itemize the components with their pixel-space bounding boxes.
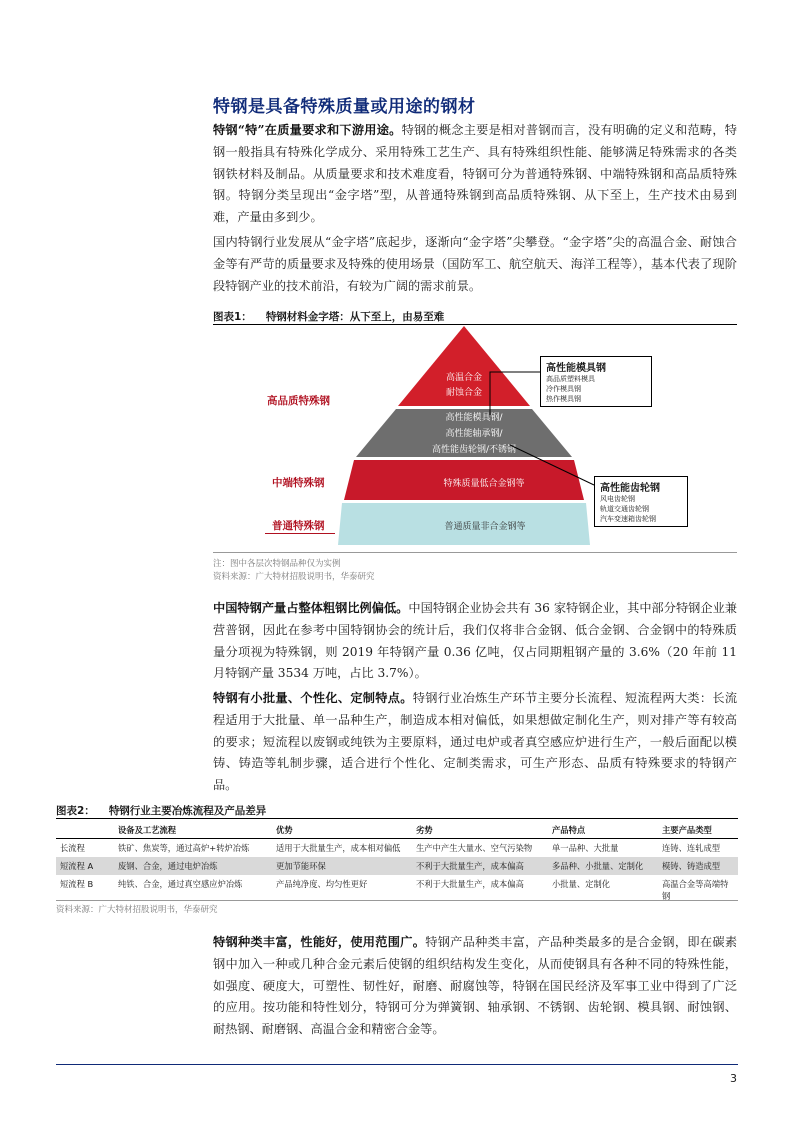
pyramid-top-text-2: 耐蚀合金	[445, 388, 482, 398]
callout-1-title: 高性能模具钢	[546, 363, 606, 374]
section-heading: 特钢是具备特殊质量或用途的钢材	[213, 97, 476, 117]
callout-2-title: 高性能齿轮钢	[600, 483, 660, 494]
paragraph-3-lead: 中国特钢产量占整体粗钢比例偏低。	[213, 601, 409, 615]
callout-1-item-2: 冷作模具钢	[546, 385, 581, 393]
table-cell: 高温合金等高端特钢	[662, 879, 729, 901]
table-header-cell: 产品特点	[548, 822, 658, 839]
table-row	[56, 857, 738, 875]
table-cell: 更加节能环保	[272, 857, 412, 875]
page-number: 3	[730, 1072, 737, 1085]
connector-line-2	[510, 445, 594, 485]
table-cell: 生产中产生大量水、空气污染物	[416, 843, 533, 853]
table-header-cell: 优势	[272, 822, 412, 839]
table-header-cell: 设备及工艺流程	[114, 822, 272, 839]
callout-2-item-2: 轨道交通齿轮钢	[600, 505, 649, 513]
table-header-row	[56, 822, 738, 839]
paragraph-5-body: 特钢产品种类丰富，产品种类最多的是合金钢，即在碳素钢中加入一种或几种合金元素后使钢的组织结构发生变化，从而使钢具有各种不同的特殊性能，如强度、硬度大，可塑性、韧性好，耐磨、耐腐蚀等，特钢在国民经济及军事工业中得到了广泛的应用。按功能和特性划分，特钢可分为弹簧钢、轴承钢、不锈钢、齿轮钢、模具钢、耐蚀钢、耐热钢、耐磨钢、高温合金和精密合金等。	[213, 935, 738, 1037]
table-cell: 纯铁、合金，通过真空感应炉冶炼	[118, 879, 243, 889]
paragraph-2: 国内特钢行业发展从“金字塔”底起步，逐渐向“金字塔”尖攀登。“金字塔”尖的高温合金、耐蚀合金等有严苛的质量要求及特殊的使用场景（国防军工、航空航天、海洋工程等），基本代表了现阶段特钢产业的技术前沿，有较为广阔的需求前景。	[213, 235, 737, 293]
figure-2-title	[56, 803, 280, 818]
table-cell: 产品纯净度、均匀性更好	[276, 879, 368, 889]
figure-1-note: 注：图中各层次特钢品种仅为实例	[213, 559, 341, 569]
callout-2-item-1: 风电齿轮钢	[600, 495, 635, 503]
paragraph-1-lead: 特钢“特”在质量要求和下游用途。	[213, 123, 402, 137]
tier-label-high: 高品质特殊钢	[267, 395, 330, 407]
figure-1-bottom-rule	[213, 552, 737, 553]
figure-1-source: 资料来源：广大特材招股说明书，华泰研究	[213, 572, 375, 582]
paragraph-1-body: 特钢的概念主要是相对普钢而言，没有明确的定义和范畴，特钢一般指具有特殊化学成分、采用特殊工艺生产、具有特殊组织性能、能够满足特殊需求的各类钢铁材料及制品。从质量要求和技术难度看，特钢可分为普通特殊钢、中端特殊钢和高品质特殊钢。特钢分类呈现出“金字塔”型，从普通特殊钢到高品质特殊钢、从下至上，生产技术由易到难，产量由多到少。	[213, 123, 737, 225]
paragraph-4-lead: 特钢有小批量、个性化、定制特点。	[213, 691, 413, 705]
figure-1-number: 图表1：	[213, 311, 252, 323]
figure-2-top-rule	[56, 818, 738, 819]
tier-label-base-underline	[265, 533, 335, 534]
footer-rule	[56, 1064, 738, 1065]
tier-label-base: 普通特殊钢	[272, 520, 325, 532]
paragraph-3-body: 中国特钢企业协会共有 36 家特钢企业，其中部分特钢企业兼营普钢，因此在参考中国特钢协会的统计后，我们仅将非合金钢、低合金钢、合金钢中的特殊质量分项视为特殊钢，则 2019 年特钢产量 0.36 亿吨，仅占同期粗钢产量的 3.6%（20 年前 11 月特钢产量 3534 万吨，占比 3.7%）。	[213, 601, 737, 681]
table-cell: 多品种、小批量、定制化	[548, 857, 658, 875]
tier-label-mid: 中端特殊钢	[272, 477, 325, 489]
figure-2-caption: 特钢行业主要冶炼流程及产品差异	[108, 805, 267, 817]
pyramid-base-text: 普通质量非合金钢等	[444, 522, 526, 532]
pyramid-upper-mid-text-3: 高性能齿轮钢/不锈钢	[431, 445, 517, 455]
figure-1-caption: 特钢材料金字塔：从下至上，由易至难	[265, 311, 445, 323]
callout-mold-steel	[540, 356, 652, 407]
figure-2-bottom-rule	[56, 900, 738, 901]
figure-2-number: 图表2：	[56, 805, 95, 817]
table-cell: 废钢、合金，通过电炉冶炼	[114, 857, 272, 875]
table-cell: 短流程 B	[60, 879, 94, 889]
process-table	[56, 822, 738, 905]
pyramid-upper-mid-text-1: 高性能模具钢/	[445, 413, 503, 423]
table-header-cell: 主要产品类型	[658, 822, 738, 839]
callout-2-item-3: 汽车变速箱齿轮钢	[600, 515, 656, 523]
callout-1-item-3: 热作模具钢	[546, 395, 581, 403]
table-cell: 铁矿、焦炭等，通过高炉+转炉冶炼	[118, 843, 250, 853]
table-cell: 短流程 A	[56, 857, 114, 875]
figure-2-source: 资料来源：广大特材招股说明书，华泰研究	[56, 905, 218, 915]
paragraph-5-lead: 特钢种类丰富，性能好，使用范围广。	[213, 935, 426, 949]
paragraph-5	[213, 932, 737, 1041]
table-cell: 模铸、铸造成型	[658, 857, 738, 875]
figure-1-title	[213, 309, 458, 324]
pyramid-mid-text: 特殊质量低合金钢等	[443, 479, 525, 489]
pyramid-top-text-1: 高温合金	[445, 373, 482, 383]
paragraph-4	[213, 688, 737, 797]
paragraph-4-body: 特钢行业冶炼生产环节主要分长流程、短流程两大类：长流程适用于大批量、单一品种生产，制造成本相对偏低，如果想做定制化生产，则对排产等有较高的要求；短流程以废钢或纯铁为主要原料，通过电炉或者真空感应炉进行生产，一般后面配以模铸、铸造等轧制步骤，适合进行个性化、定制类需求，可生产形态、品质有特殊要求的特钢产品。	[213, 691, 738, 793]
table-cell: 不利于大批量生产，成本偏高	[412, 857, 548, 875]
callout-gear-steel	[594, 476, 688, 527]
table-header-cell: 劣势	[412, 822, 548, 839]
connector-line-1	[490, 372, 540, 415]
table-cell: 长流程	[60, 843, 85, 853]
table-cell: 单一品种、大批量	[552, 843, 619, 853]
table-header-cell	[56, 822, 114, 839]
table-cell: 适用于大批量生产，成本相对偏低	[276, 843, 401, 853]
table-cell: 小批量、定制化	[552, 879, 611, 889]
pyramid-upper-mid-text-2: 高性能轴承钢/	[445, 429, 503, 439]
paragraph-3	[213, 598, 737, 685]
paragraph-1	[213, 120, 737, 229]
table-cell: 不利于大批量生产，成本偏高	[416, 879, 524, 889]
figure-1-top-rule	[213, 324, 737, 325]
callout-1-item-1: 高品质塑料模具	[546, 375, 595, 383]
table-cell: 连铸、连轧成型	[662, 843, 721, 853]
table-row	[56, 839, 738, 858]
